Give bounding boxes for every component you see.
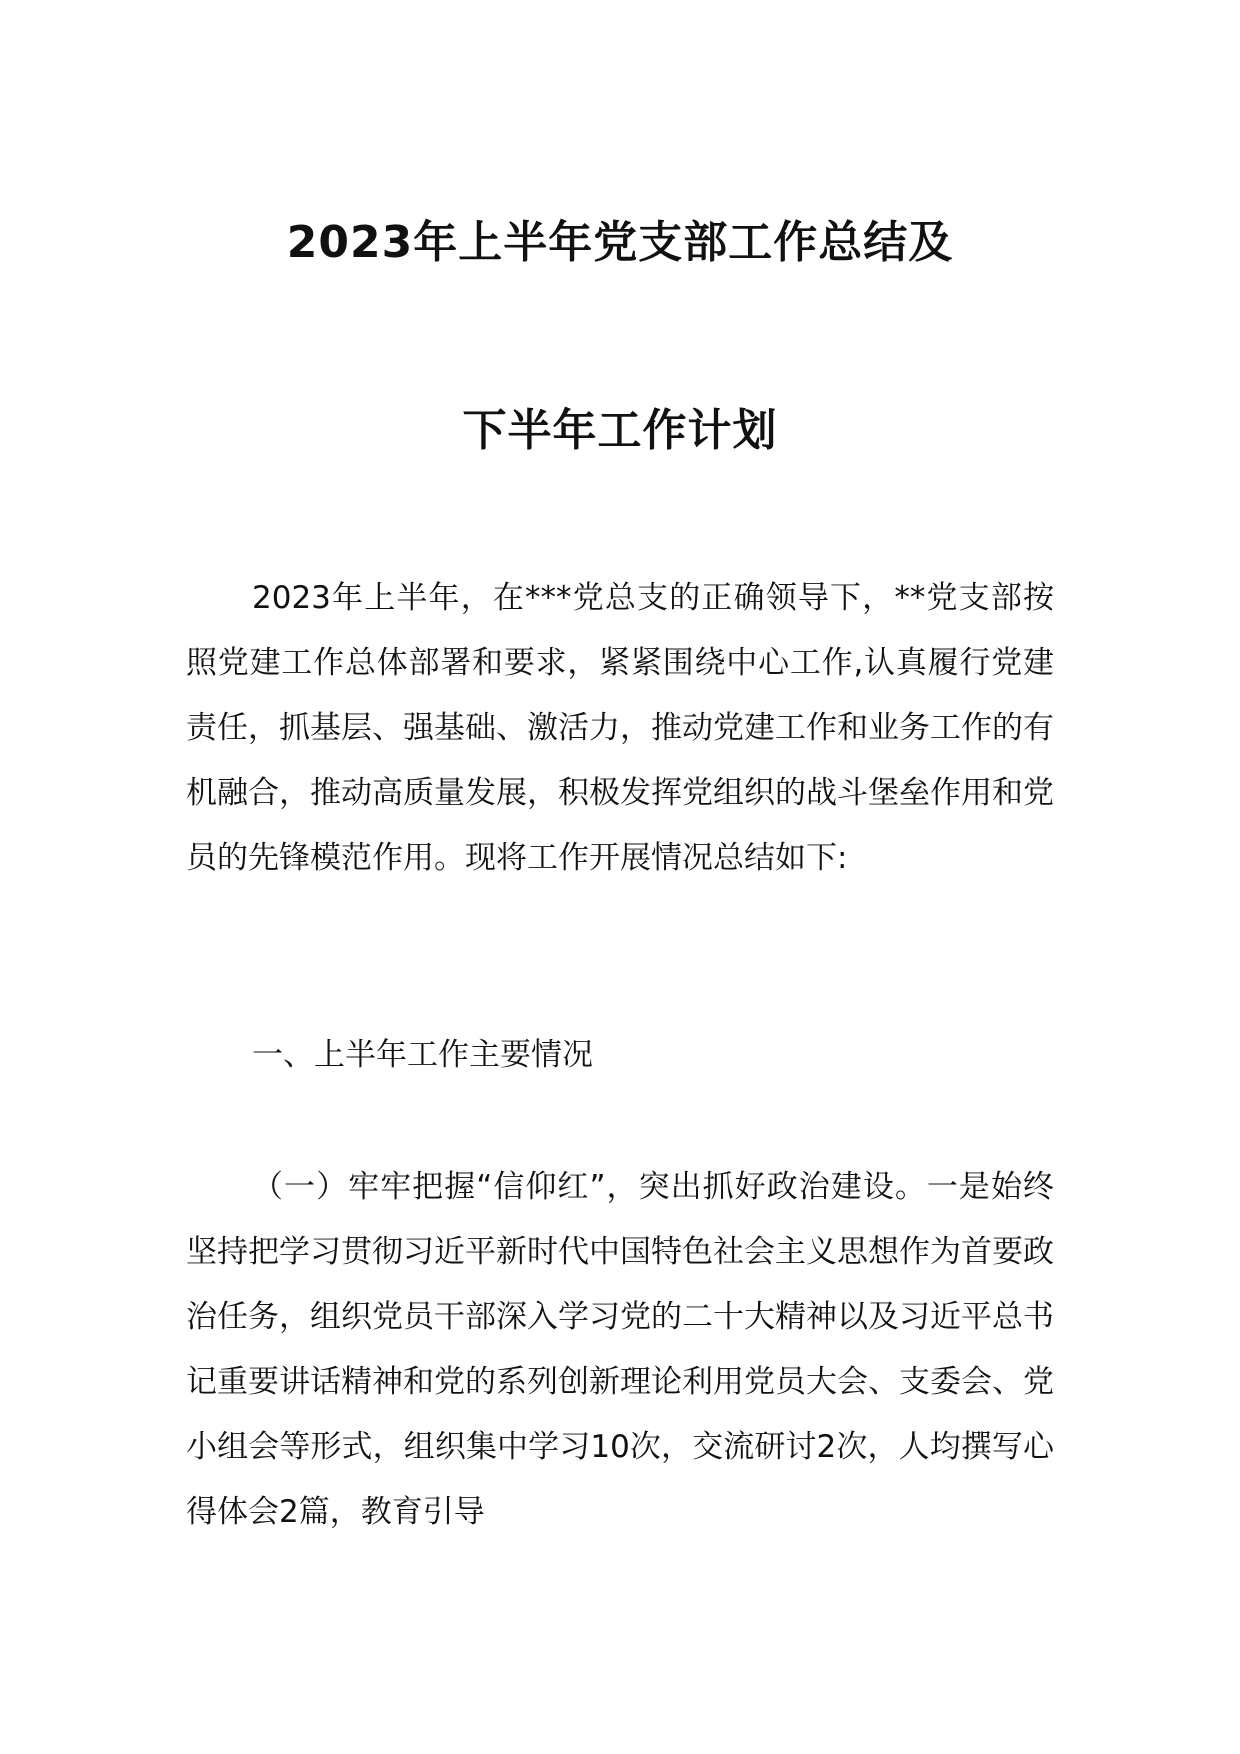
subsection-paragraph: （一）牢牢把握“信仰红”，突出抓好政治建设。一是始终坚持把学习贯彻习近平新时代中国特色社会主义思想作为首要政治任务，组织党员干部深入学习党的二十大精神以及习近平总书记重要讲话精神和党的系列创新理论利用党员大会、支委会、党小组会等形式，组织集中学习10次，交流研讨2次，人均撰写心得体会2篇，教育引导 [186,1169,1054,1530]
document-title-line-2: 下半年工作计划 [462,405,778,456]
document-title-line-1: 2023年上半年党支部工作总结及 [286,217,954,268]
intro-paragraph: 2023年上半年，在***党总支的正确领导下，**党支部按照党建工作总体部署和要求，紧紧围绕中心工作,认真履行党建责任，抓基层、强基础、激活力，推动党建工作和业务工作的有机融合，推动高质量发展，积极发挥党组织的战斗堡垒作用和党员的先锋模范作用。现将工作开展情况总结如下: [186,580,1054,876]
section-heading: 一、上半年工作主要情况 [252,1037,593,1073]
